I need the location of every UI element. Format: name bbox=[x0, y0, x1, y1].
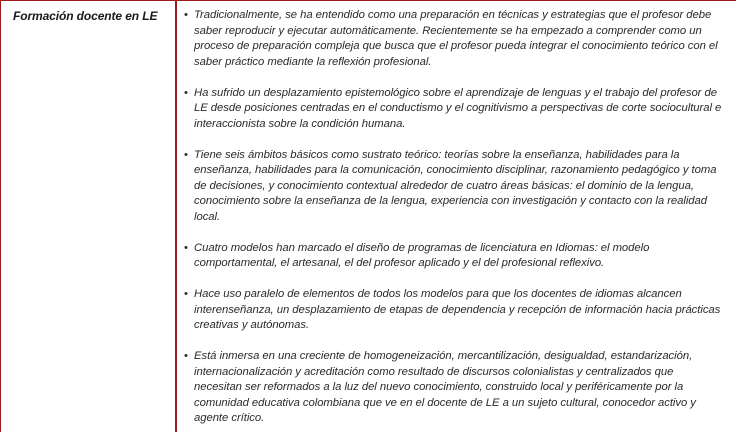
list-item bbox=[184, 349, 724, 427]
list-item bbox=[184, 86, 724, 133]
bullet-icon: • bbox=[184, 9, 188, 21]
bullet-icon: • bbox=[184, 350, 188, 362]
bullet-icon: • bbox=[184, 288, 188, 300]
list-item-text: Está inmersa en una creciente de homogeneización, mercantilización, desigualdad, estandarización, internacionalización y acreditación como resultado de discursos colonialistas y centralizados que necesitan ser reformados a la luz del nuevo conocimiento, construido local y periféricamente por la comunidad educativa colombiana que ve en el docente de LE a un sujeto cultural, conocedor activo y agente crítico. bbox=[194, 350, 696, 424]
row-content-cell bbox=[177, 1, 736, 432]
list-item bbox=[184, 148, 724, 226]
row-header-cell bbox=[1, 1, 177, 432]
list-item-text: Cuatro modelos han marcado el diseño de programas de licenciatura en Idiomas: el modelo comportamental, el artesanal, el del profesor aplicado y el del profesional reflexivo. bbox=[194, 241, 650, 269]
list-item-text: Hace uso paralelo de elementos de todos los modelos para que los docentes de idiomas alcancen interenseñanza, un desplazamiento de etapas de dependencia y recepción de información hacia prácticas creativas y autónomas. bbox=[194, 288, 721, 331]
list-item bbox=[184, 8, 724, 70]
list-item bbox=[184, 241, 724, 272]
row-heading: Formación docente en LE bbox=[13, 9, 158, 23]
bullet-icon: • bbox=[184, 148, 188, 161]
list-item-text: Tradicionalmente, se ha entendido como una preparación en técnicas y estrategias que el profesor debe saber reproducir y ejecutar automáticamente. Recientemente se ha empezado a comprender como un proceso de preparación compleja que busca que el profesor pueda integrar el conocimiento teórico con el saber práctico mediante la reflexión profesional. bbox=[194, 9, 718, 68]
list-item bbox=[184, 287, 724, 334]
bullet-icon: • bbox=[184, 241, 188, 254]
list-item-text: Ha sufrido un desplazamiento epistemológico sobre el aprendizaje de lenguas y el trabajo del profesor de LE desde posiciones centradas en el conductismo y el cognitivismo a perspectivas de corte sociocultural e interaccionista sobre la condición humana. bbox=[194, 86, 722, 130]
list-item-text: Tiene seis ámbitos básicos como sustrato teórico: teorías sobre la enseñanza, habilidades para la enseñanza, habilidades para la comunicación, conocimiento disciplinar, razonamiento pedagógico y toma de decisiones, y conocimiento contextual alrededor de cuatro áreas básicas: el dominio de la lengua, conocimiento sobre la enseñanza de la lengua, experiencia con investigación y contacto con la realidad local. bbox=[194, 148, 717, 223]
bullet-icon: • bbox=[184, 86, 188, 99]
